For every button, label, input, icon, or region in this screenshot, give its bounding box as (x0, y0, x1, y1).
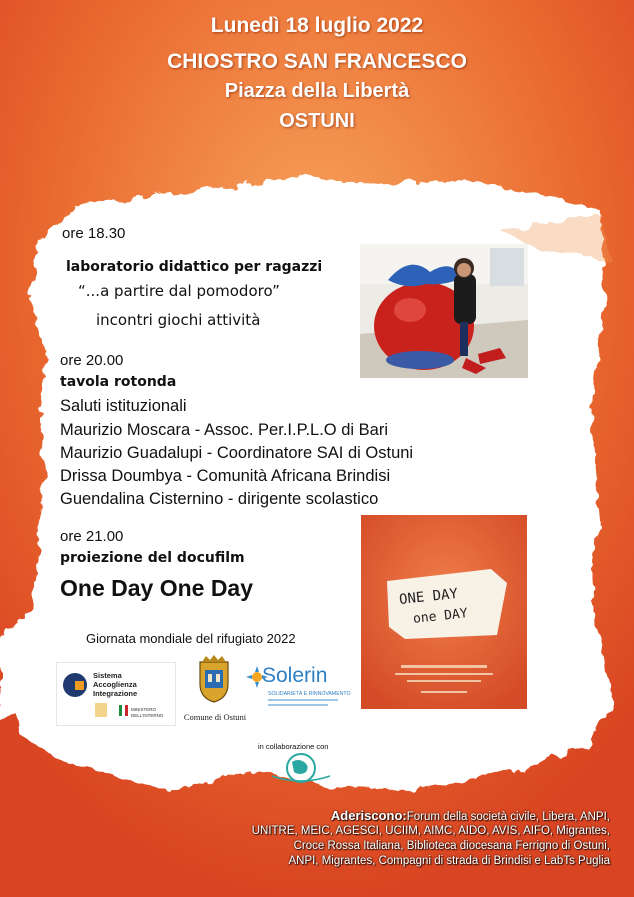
coat-of-arms-icon (194, 654, 234, 704)
footer-label: Aderiscono: (330, 808, 407, 823)
session1-title: laboratorio didattico per ragazzi (66, 259, 323, 275)
footer-text: Forum della società civile, Libera, ANPI, (406, 811, 610, 823)
sai-square-icon (75, 681, 84, 690)
event-venue: CHIOSTRO SAN FRANCESCO (167, 50, 467, 73)
sai-line3: Integrazione (93, 689, 138, 698)
event-city: OSTUNI (279, 110, 355, 132)
event-date: Lunedì 18 luglio 2022 (210, 14, 424, 37)
speaker-line: Saluti istituzionali (60, 397, 187, 415)
tomato-sculpture-photo (360, 244, 528, 378)
collaboration-label: in collaborazione con (258, 742, 329, 751)
sai-line1: Sistema (93, 671, 122, 680)
film-title: One Day One Day (60, 575, 254, 601)
film-poster-line1: ONE DAY (398, 585, 459, 609)
session1-subtitle: “...a partire dal pomodoro” (78, 282, 280, 300)
occasion-text: Giornata mondiale del rifugiato 2022 (86, 631, 296, 646)
comune-name: Comune di Ostuni (183, 712, 247, 722)
anci-badge-icon (95, 703, 107, 717)
solerin-divider (268, 704, 328, 706)
solerin-divider (268, 699, 338, 701)
speaker-line: Maurizio Moscara - Assoc. Per.I.P.L.O di Bari (60, 421, 388, 439)
session2-title: tavola rotonda (60, 374, 177, 390)
session1-tagline: incontri giochi attività (96, 311, 261, 329)
italy-flag-icon (119, 705, 128, 716)
session3-title: proiezione del docufilm (60, 550, 245, 566)
footer-line: ANPI, Migrantes, Compagni di strada di Brindisi e LabTs Puglia (288, 855, 610, 867)
solerin-logo (246, 664, 351, 716)
sai-ministry: MINISTERO DELL'INTERNO (131, 707, 164, 718)
event-square: Piazza della Libertà (224, 80, 410, 102)
session3-time: ore 21.00 (60, 528, 124, 545)
solerin-name: Solerin (262, 664, 328, 687)
comune-logo (183, 654, 247, 726)
speaker-line: Maurizio Guadalupi - Coordinatore SAI di Ostuni (60, 444, 414, 462)
forum-logo (266, 752, 336, 784)
footer-line (331, 808, 610, 823)
footer-line: UNITRE, MEIC, AGESCI, UCIIM, AIMC, AIDO, AVIS, AIFO, Migrantes, (251, 825, 610, 837)
film-poster-line2: one DAY (412, 606, 469, 627)
speaker-line: Drissa Doumbya - Comunità Africana Brindisi (60, 467, 391, 485)
globe-icon (266, 752, 336, 784)
session2-time: ore 20.00 (60, 352, 124, 369)
speaker-line: Guendalina Cisternino - dirigente scolastico (60, 490, 379, 508)
sai-logo (56, 662, 176, 726)
footer-line: Croce Rossa Italiana, Biblioteca diocesana Ferrigno di Ostuni, (293, 840, 610, 852)
solerin-tagline: SOLIDARIETÀ E RINNOVAMENTO (268, 691, 351, 697)
session1-time: ore 18.30 (62, 225, 126, 242)
sai-line2: Accoglienza (93, 680, 137, 689)
film-poster (361, 515, 527, 709)
